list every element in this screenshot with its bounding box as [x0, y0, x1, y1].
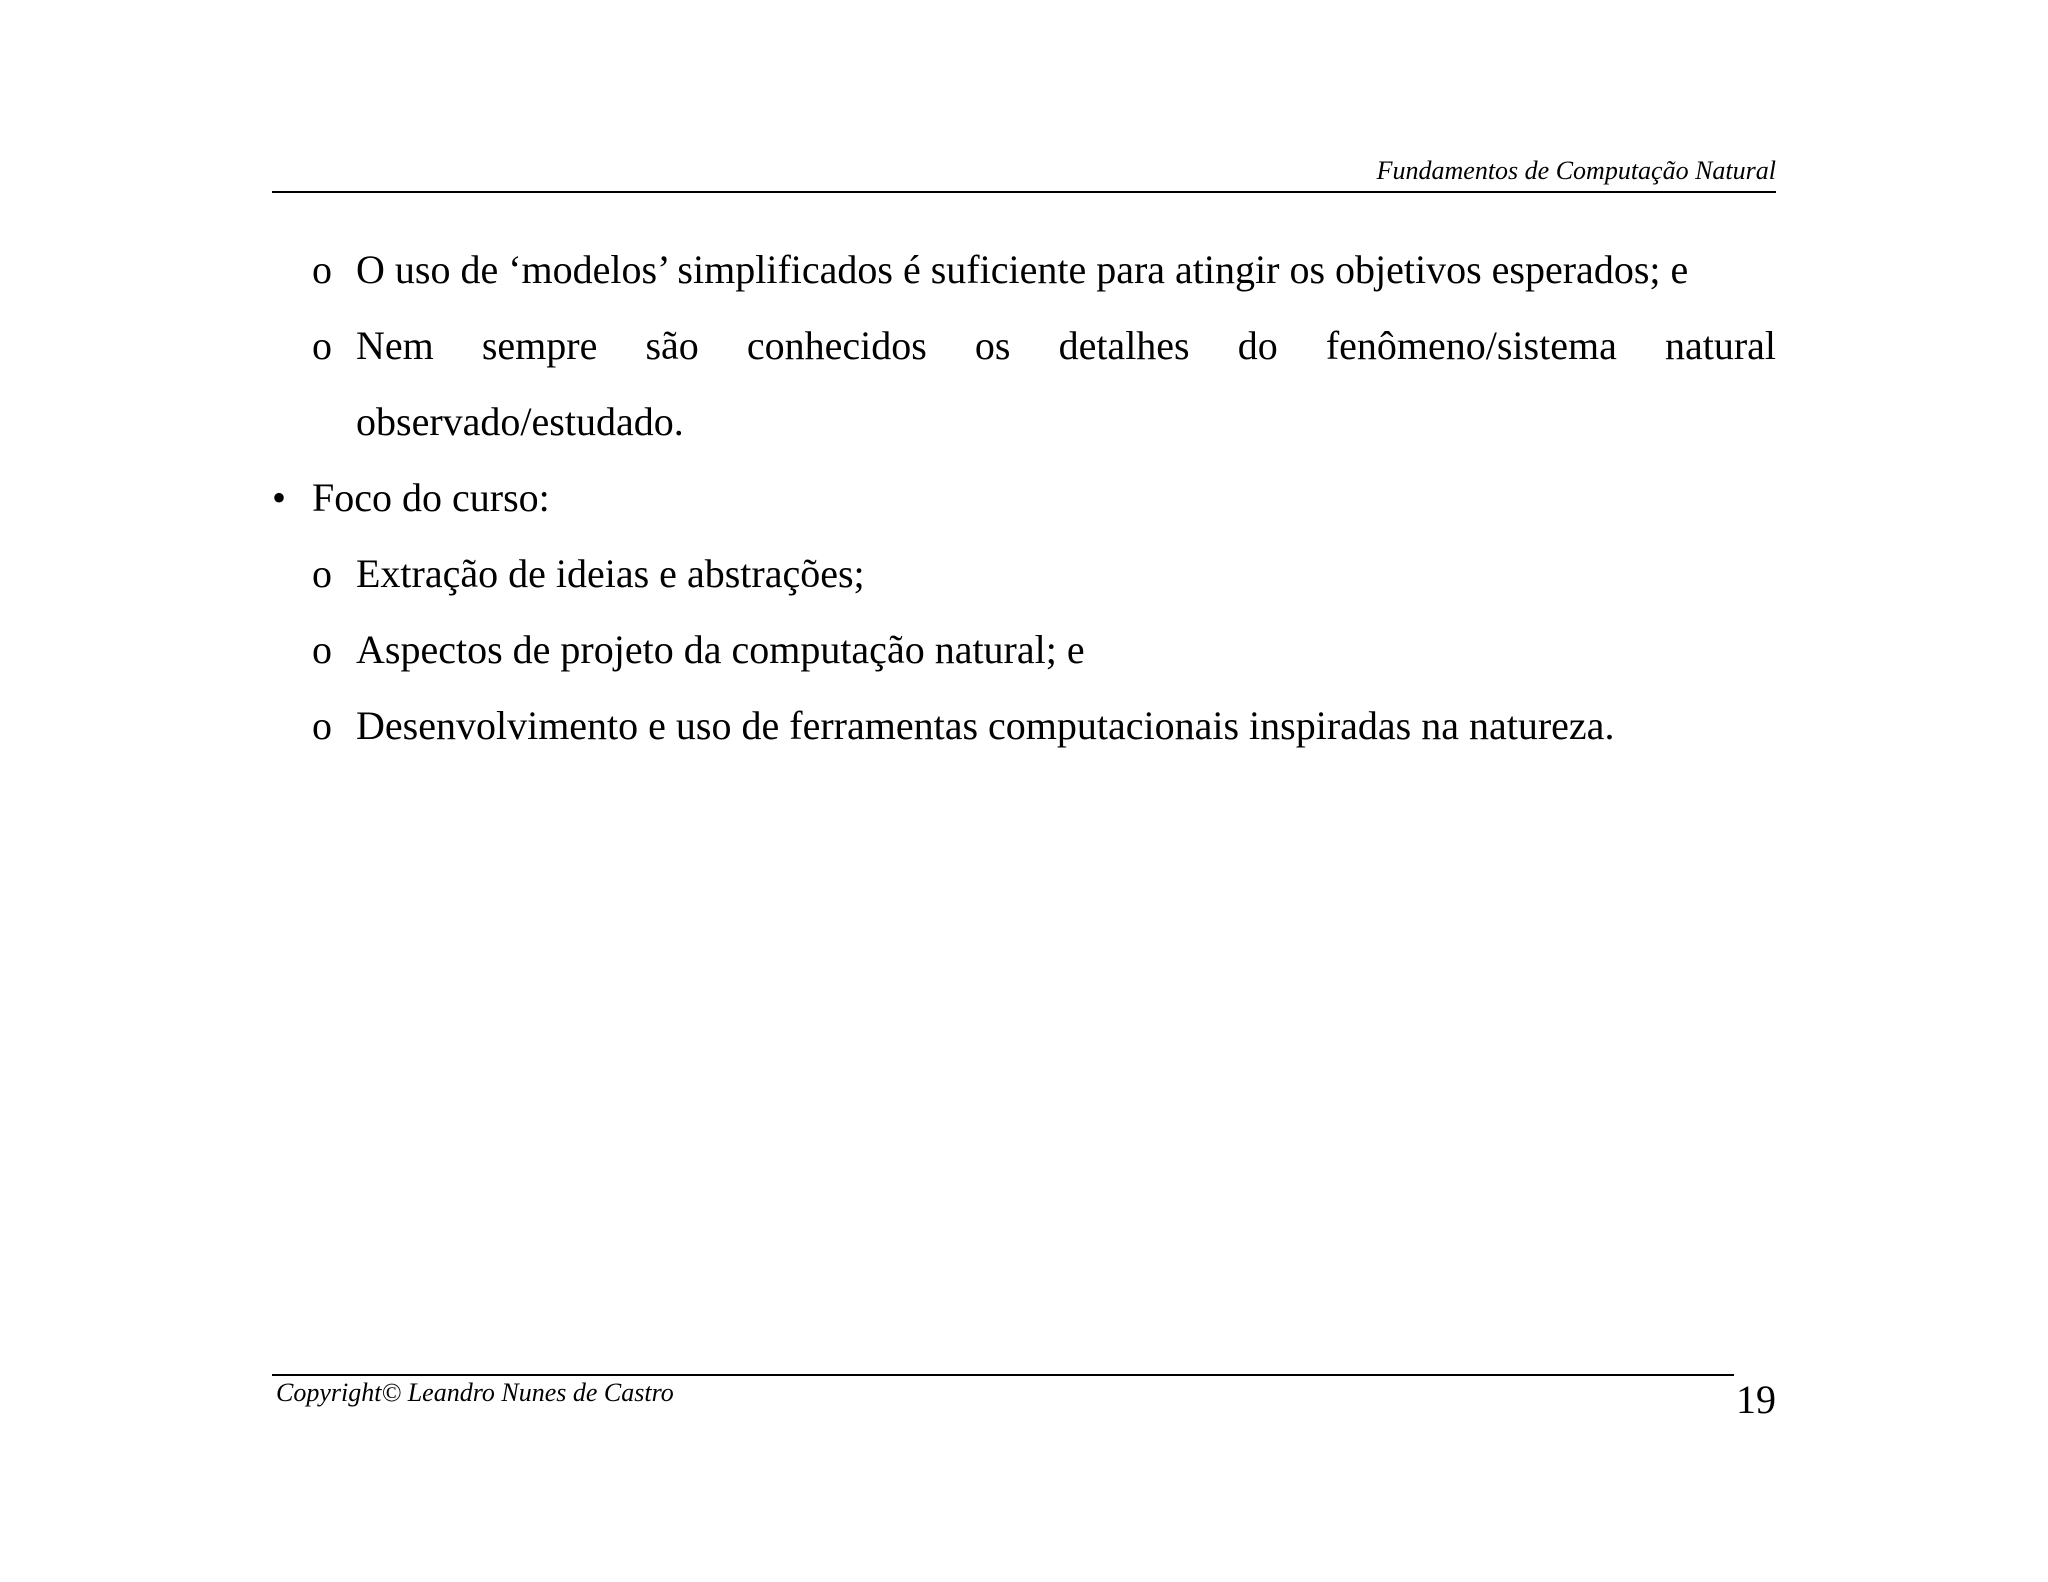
hollow-bullet-marker: o	[312, 627, 332, 672]
page-number: 19	[1736, 1377, 1776, 1422]
list-item-text: Nem sempre são conhecidos os detalhes do fenômeno/sistema natural observado/estudado.	[356, 323, 1776, 444]
list-item-design	[272, 612, 1776, 688]
bullet-marker: •	[272, 475, 287, 520]
list-item-text: Foco do curso:	[312, 475, 550, 520]
list-item-course-focus	[272, 460, 1776, 536]
hollow-bullet-marker: o	[312, 323, 332, 368]
list-item-models	[272, 232, 1776, 308]
list-item-text: O uso de ‘modelos’ simplificados é suficiente para atingir os objetivos esperados; e	[356, 247, 1689, 292]
hollow-bullet-marker: o	[312, 247, 332, 292]
header-rule	[272, 191, 1776, 193]
list-item-text: Desenvolvimento e uso de ferramentas computacionais inspiradas na natureza.	[356, 703, 1615, 748]
list-item-text: Extração de ideias e abstrações;	[356, 551, 865, 596]
hollow-bullet-marker: o	[312, 703, 332, 748]
page-body	[272, 232, 1776, 764]
footer-rule	[272, 1374, 1734, 1376]
running-header-title: Fundamentos de Computação Natural	[1376, 156, 1776, 185]
list-item-tools	[272, 688, 1776, 764]
list-item-details	[272, 308, 1776, 460]
list-item-extraction	[272, 536, 1776, 612]
footer-copyright: Copyright© Leandro Nunes de Castro	[276, 1378, 674, 1407]
list-item-text: Aspectos de projeto da computação natural; e	[356, 627, 1085, 672]
hollow-bullet-marker: o	[312, 551, 332, 596]
